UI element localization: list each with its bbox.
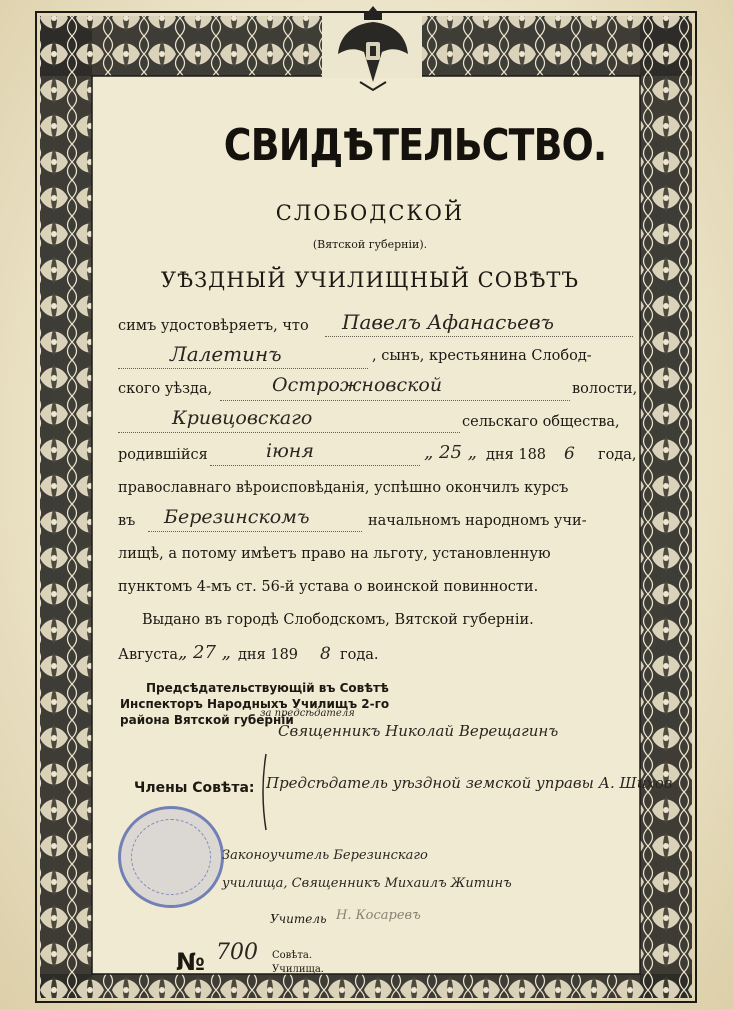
document-title: СВИДѢТЕЛЬСТВО. — [223, 120, 607, 171]
date-printed-a: Августа — [118, 647, 179, 663]
number-label-council: Совѣта. — [272, 950, 313, 961]
line4-rule — [118, 432, 460, 433]
uchitel-signature: Н. Косаревъ — [336, 908, 421, 923]
line1-rule — [325, 336, 633, 337]
line9-printed: пунктомъ 4-мъ ст. 56-й устава о воинской повинности. — [118, 579, 539, 595]
line3-printed-a: ского уѣзда, — [118, 381, 213, 397]
line5-printed-c: года, — [598, 447, 637, 463]
members-bracket — [258, 752, 268, 832]
line2-printed: , сынъ, крестьянина Слобод- — [372, 348, 592, 364]
line2-handwritten-surname: Лалетинъ — [170, 342, 282, 366]
date-printed-c: года. — [340, 647, 379, 663]
province-label: (Вятской губерніи). — [312, 238, 428, 251]
chair-line-3: района Вятской губерніи — [120, 713, 294, 727]
number-label-school: Училища. — [272, 964, 324, 975]
date-handwritten-year: 8 — [320, 644, 331, 664]
uchitel-label: Учитель — [270, 912, 327, 926]
line5-rule — [210, 465, 420, 466]
line1-printed: симъ удостовѣряетъ, что — [118, 318, 309, 334]
imperial-eagle-crest-icon — [334, 2, 412, 92]
members-signature: Предсѣдатель уѣздной земской управы А. Шихов — [266, 774, 673, 792]
line3-printed-b: волости, — [572, 381, 638, 397]
line5-handwritten-month: іюня — [266, 440, 314, 462]
official-stamp-icon — [118, 806, 224, 908]
chair-line-2: Инспекторъ Народныхъ Училищъ 2-го — [120, 697, 390, 711]
date-printed-b: дня 189 — [238, 647, 299, 663]
number-handwritten: 700 — [216, 940, 258, 965]
line7-rule — [148, 531, 362, 532]
line5-printed-a: родившійся — [118, 447, 208, 463]
line3-handwritten-volost: Острожновской — [272, 374, 443, 396]
number-sign: № — [176, 948, 205, 976]
council-name: УѢЗДНЫЙ УЧИЛИЩНЫЙ СОВѢТЪ — [160, 268, 580, 292]
line5-handwritten-day: „ 25 „ — [424, 442, 477, 463]
chair-line-1: Предсѣдательствующій въ Совѣтѣ — [146, 681, 389, 695]
members-label: Члены Совѣта: — [134, 780, 255, 796]
line5-printed-b: дня 188 — [486, 447, 547, 463]
chair-handwritten-note: за предсѣдателя — [260, 708, 355, 719]
line1-handwritten-name: Павелъ Афанасьевъ — [342, 310, 554, 334]
line5-handwritten-year: 6 — [564, 444, 575, 464]
date-handwritten-day: „ 27 „ — [178, 642, 231, 663]
line4-printed: сельскаго общества, — [462, 414, 620, 430]
line8-printed: лищѣ, а потому имѣетъ право на льготу, установленную — [118, 546, 551, 562]
line4-handwritten-society: Кривцовскаго — [172, 407, 313, 429]
chair-signature: Священникъ Николай Верещагинъ — [278, 722, 559, 740]
issued-line: Выдано въ городѣ Слободскомъ, Вятской губерніи. — [142, 612, 534, 628]
line7-handwritten-school: Березинскомъ — [164, 506, 310, 528]
line7-printed-a: въ — [118, 513, 136, 529]
line7-printed-b: начальномъ народномъ учи- — [368, 513, 587, 529]
line3-rule — [220, 400, 570, 401]
line6-printed: православнаго вѣроисповѣданія, успѣшно окончилъ курсъ — [118, 480, 569, 496]
teacher-line-2: училища, Священникъ Михаилъ Житинъ — [222, 876, 512, 891]
council-place: СЛОБОДСКОЙ — [275, 201, 465, 225]
line2-rule — [118, 368, 368, 369]
teacher-line-1: Законоучитель Березинскаго — [222, 848, 428, 863]
